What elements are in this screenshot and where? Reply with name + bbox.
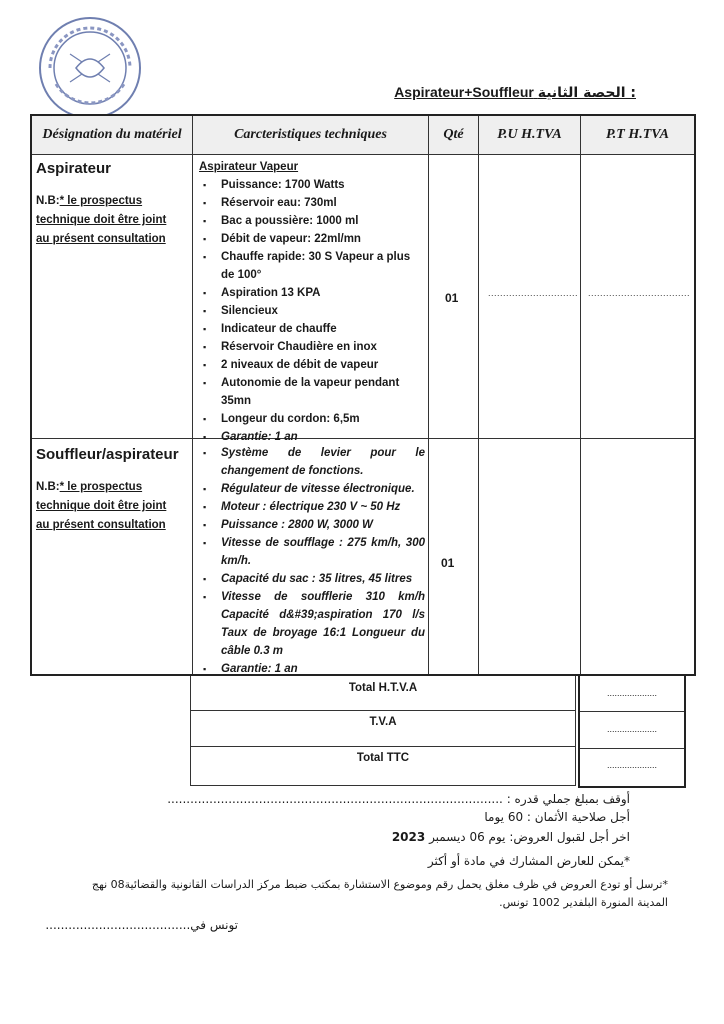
submission-instructions: *ترسل أو تودع العروض في ظرف مغلق يحمل رقم وموضوع الاستشارة بمكتب ضبط مركز الدراسات القانونية والقضائية08 نهج	[91, 878, 668, 891]
spec-list-souffleur	[197, 444, 425, 678]
total-htva-value[interactable]: ....................	[606, 688, 657, 698]
spec-item: ▪ Puissance: 1700 Watts	[197, 176, 425, 194]
item-note: N.B:* le prospectus technique doit être joint au présent consultation	[36, 481, 167, 531]
tva-value[interactable]: ....................	[606, 724, 657, 734]
spec-item: ▪ Garantie: 1 an	[197, 428, 425, 446]
total-ttc-label: Total TTC	[356, 752, 410, 764]
spec-item: ▪ Autonomie de la vapeur pendant 35mn	[197, 374, 425, 410]
item-name-souffleur: Souffleur/aspirateur	[36, 446, 179, 463]
spec-item: ▪ Vitesse de soufflage : 275 km/h, 300 km/h.	[197, 534, 425, 570]
spec-title: Aspirateur Vapeur	[199, 161, 299, 173]
spec-item: ▪ Chauffe rapide: 30 S Vapeur a plus de 100°	[197, 248, 425, 284]
spec-item: ▪ Longeur du cordon: 6,5m	[197, 410, 425, 428]
spec-item: ▪ Régulateur de vitesse électronique.	[197, 480, 425, 498]
place-date-line: تونس في......................................	[45, 918, 238, 932]
header-pt: P.T H.TVA	[581, 116, 694, 154]
offer-deadline: اخر أجل لقبول العروض: يوم 06 ديسمبر 2023	[391, 830, 630, 844]
header-qty: Qté	[429, 116, 478, 154]
total-price-aspirateur[interactable]: ..................................	[588, 288, 691, 298]
total-ttc-value[interactable]: ....................	[606, 760, 657, 770]
spec-item: ▪ Garantie: 1 an	[197, 660, 425, 678]
spec-item: ▪ Silencieux	[197, 302, 425, 320]
item-name-aspirateur: Aspirateur	[36, 160, 112, 177]
price-validity: أجل صلاحية الأثمان : 60 يوما	[484, 810, 630, 824]
header-specs: Carcteristiques techniques	[193, 116, 428, 154]
official-stamp	[36, 14, 144, 122]
tva-label: T.V.A	[369, 716, 397, 728]
spec-list-aspirateur	[197, 158, 425, 446]
spec-item: ▪ Système de levier pour le changement de fonctions.	[197, 444, 425, 480]
header-designation: Désignation du matériel	[32, 116, 192, 154]
spec-item: ▪ Débit de vapeur: 22ml/mn	[197, 230, 425, 248]
spec-item: ▪ Vitesse de soufflerie 310 km/h Capacité d&#39;aspiration 170 l/s Taux de broyage 16:1 Longueur du câble 0.3 m	[197, 588, 425, 660]
spec-item: ▪ Réservoir Chaudière en inox	[197, 338, 425, 356]
items-table	[30, 114, 696, 676]
spec-item: ▪ Puissance : 2800 W, 3000 W	[197, 516, 425, 534]
totals-labels	[190, 676, 576, 786]
spec-item: ▪ Bac a poussière: 1000 ml	[197, 212, 425, 230]
spec-item: ▪ Capacité du sac : 35 litres, 45 litres	[197, 570, 425, 588]
header-pu: P.U H.TVA	[479, 116, 580, 154]
amount-in-words: أوقف بمبلغ جملي قدره : ........................................................................................	[167, 792, 630, 806]
spec-item: ▪ Aspiration 13 KPA	[197, 284, 425, 302]
item-note: N.B:* le prospectus technique doit être joint au présent consultation	[36, 195, 167, 245]
submission-address: المدينة المنورة البلفدير 1002 تونس.	[499, 896, 668, 909]
qty-souffleur: 01	[441, 556, 455, 570]
spec-item: ▪ Indicateur de chauffe	[197, 320, 425, 338]
spec-item: ▪ Réservoir eau: 730ml	[197, 194, 425, 212]
unit-price-aspirateur[interactable]: ..............................	[488, 288, 579, 298]
totals-values	[578, 674, 686, 788]
spec-item: ▪ Moteur : électrique 230 V ~ 50 Hz	[197, 498, 425, 516]
total-htva-label: Total H.T.V.A	[348, 682, 418, 694]
spec-item: ▪ 2 niveaux de débit de vapeur	[197, 356, 425, 374]
lot-title: Aspirateur+Souffleur الحصة الثانية :	[394, 84, 636, 101]
qty-aspirateur: 01	[445, 291, 459, 305]
multi-item-note: *يمكن للعارض المشارك في مادة أو أكثر	[427, 854, 630, 868]
